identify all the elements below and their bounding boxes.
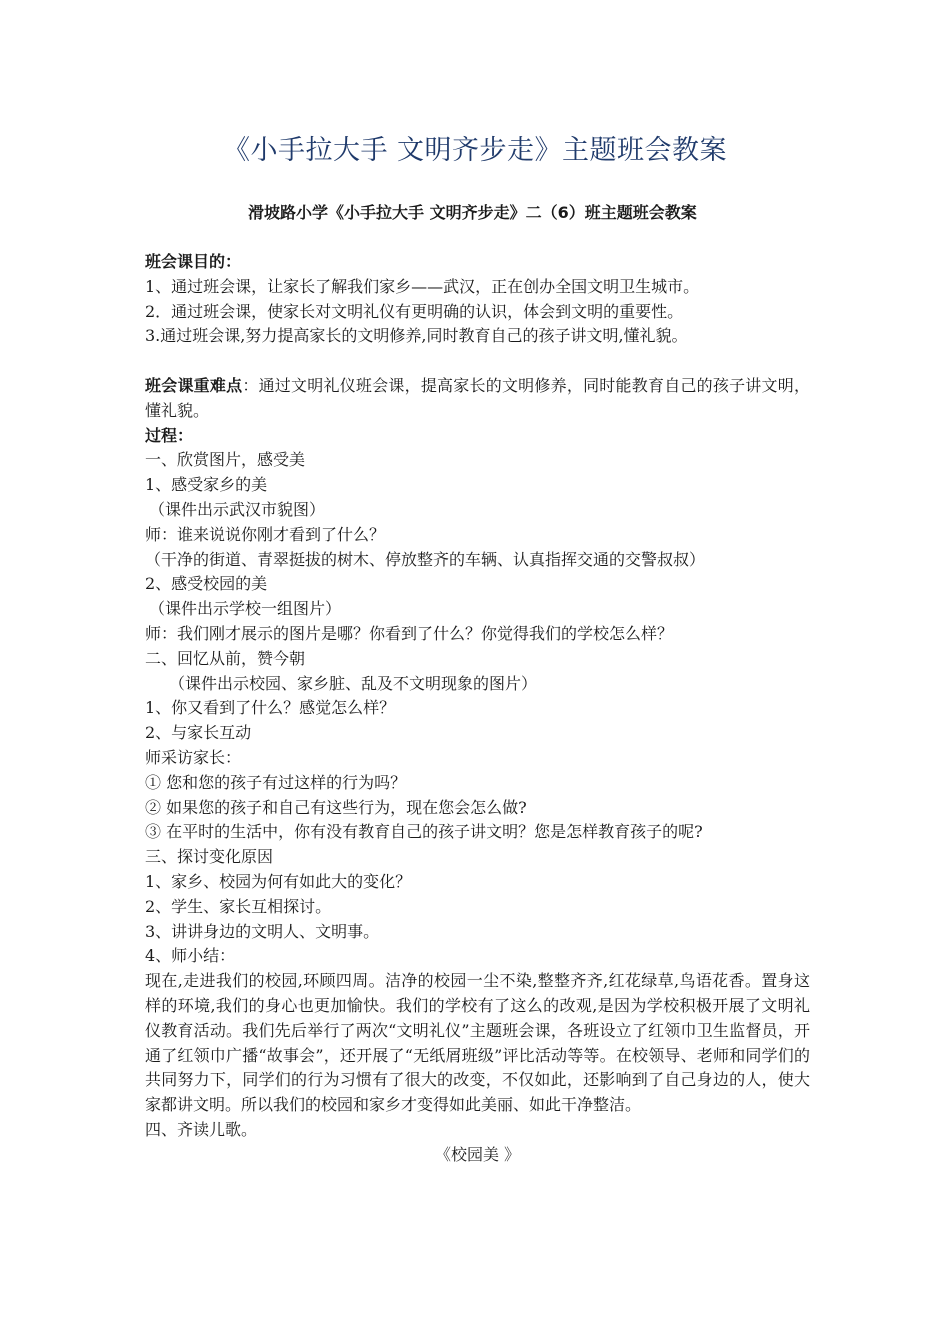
process-line: 3、讲讲身边的文明人、文明事。 [145,921,380,941]
process-line: 2、与家长互动 [145,723,252,743]
process-line: 二、回忆从前，赞今朝 [145,648,306,668]
document-subtitle: 滑坡路小学《小手拉大手 文明齐步走》二（6）班主题班会教案 [248,203,697,222]
process-line: 1、感受家乡的美 [145,475,268,495]
key-points-heading: 班会课重难点 [145,375,243,395]
goal-item-2: 2．通过班会课，使家长对文明礼仪有更明确的认识，体会到文明的重要性。 [145,301,684,321]
process-line: 师采访家长： [145,747,242,767]
process-line: （干净的街道、青翠挺拔的树木、停放整齐的车辆、认真指挥交通的交警叔叔） [145,549,706,569]
goal-item-1: 1、通过班会课，让家长了解我们家乡——武汉，正在创办全国文明卫生城市。 [145,276,700,296]
process-line: 师：我们刚才展示的图片是哪？你看到了什么？你觉得我们的学校怎么样？ [145,623,674,643]
goal-item-3: 3.通过班会课,努力提高家长的文明修养,同时教育自己的孩子讲文明,懂礼貌。 [145,326,688,346]
paragraph-gap [145,349,810,374]
goals-heading: 班会课目的： [145,252,242,271]
process-line: 师：谁来说说你刚才看到了什么？ [145,524,386,544]
process-line: （课件出示学校一组图片） [149,599,342,619]
process-line: 2、学生、家长互相探讨。 [145,896,332,916]
process-line: ① 您和您的孩子有过这样的行为吗？ [145,772,407,792]
process-line: 1、家乡、校园为何有如此大的变化？ [145,871,412,891]
process-line: 三、探讨变化原因 [145,847,274,867]
final-line: 四、齐读儿歌。 [145,1119,258,1139]
document-body [145,250,810,1167]
process-line: 1、你又看到了什么？感觉怎么样？ [145,698,396,718]
key-points-paragraph [145,374,810,424]
key-points-text: ：通过文明礼仪班会课，提高家长的文明修养，同时能教育自己的孩子讲文明，懂礼貌。 [145,375,810,420]
summary-paragraph: 现在,走进我们的校园,环顾四周。洁净的校园一尘不染,整整齐齐,红花绿草,鸟语花香。置身这样的环境,我们的身心也更加愉快。我们的学校有了这么的改观,是因为学校积极开展了文明礼仪教育活动。我们先后举行了两次“文明礼仪”主题班会课，各班设立了红领巾卫生监督员，开通了红领巾广播“故事会”，还开展了“无纸屑班级”评比活动等等。在校领导、老师和同学们的共同努力下，同学们的行为习惯有了很大的改变，不仅如此，还影响到了自己身边的人，使大家都讲文明。所以我们的校园和家乡才变得如此美丽、如此干净整洁。 [145,971,810,1115]
document-title: 《小手拉大手 文明齐步走》主题班会教案 [222,135,728,166]
process-line: 4、师小结： [145,946,236,966]
process-line: 2、感受校园的美 [145,574,268,594]
process-line: （课件出示武汉市貌图） [149,499,326,519]
process-line: （课件出示校园、家乡脏、乱及不文明现象的图片） [169,673,538,693]
process-line: 一、欣赏图片，感受美 [145,450,306,470]
poem-title: 《校园美 》 [434,1144,521,1164]
process-line: ③ 在平时的生活中，你有没有教育自己的孩子讲文明？您是怎样教育孩子的呢? [145,822,703,842]
process-line: ② 如果您的孩子和自己有这些行为，现在您会怎么做? [145,797,527,817]
process-heading: 过程： [145,425,194,445]
